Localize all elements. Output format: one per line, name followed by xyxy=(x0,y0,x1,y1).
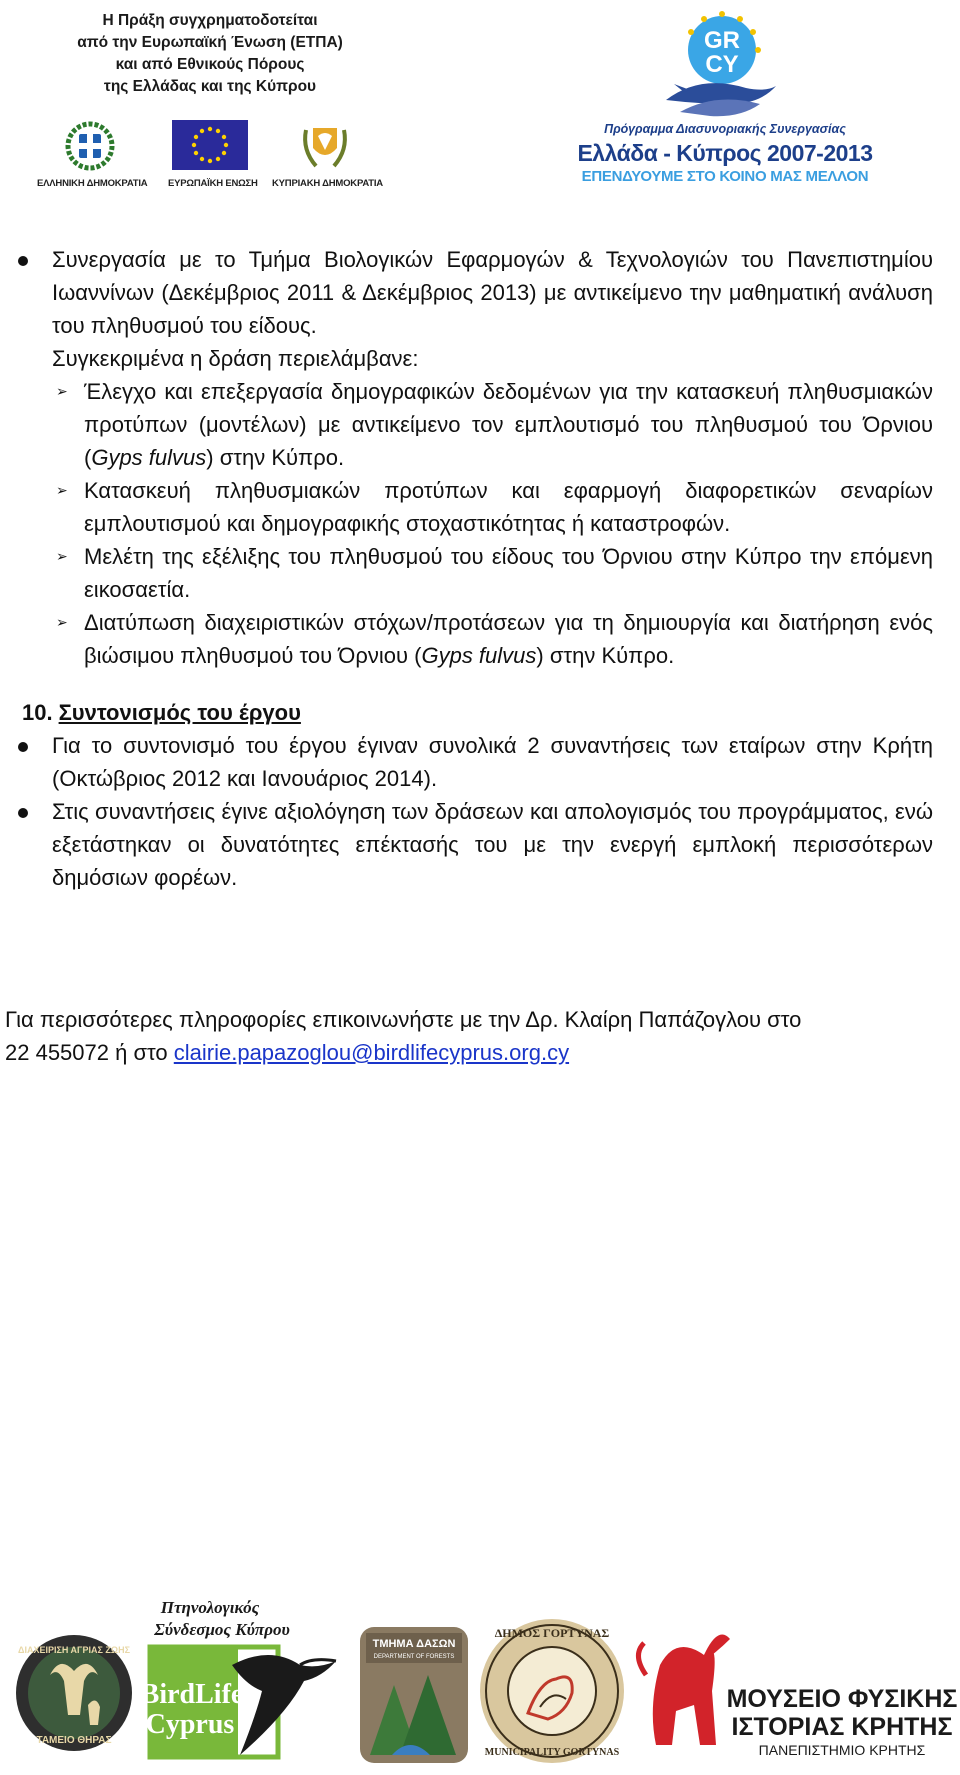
sub-item-text: Διατύπωση διαχειριστικών στόχων/προτάσεων για τη δημιουργία και διατήρηση ενός βιώσιμου πληθυσμού του Όρνιου ( xyxy=(84,610,933,668)
sub-list-item xyxy=(0,606,960,672)
section-heading xyxy=(0,696,960,729)
sub-item-text: Μελέτη της εξέλιξης του πληθυσμού του είδους του Όρνιου στην Κύπρο την επόμενη εικοσαετία. xyxy=(84,544,933,602)
bullet-item-meetings xyxy=(0,729,960,795)
species-name: Gyps fulvus xyxy=(421,643,537,668)
greek-republic-caption: ΕΛΛΗΝΙΚΗ ΔΗΜΟΚΡΑΤΙΑ xyxy=(37,178,148,189)
forests-line1: ΤΜΗΜΑ ΔΑΣΩΝ xyxy=(372,1638,456,1650)
forests-line2: DEPARTMENT OF FORESTS xyxy=(373,1654,455,1660)
gortyna-latin-text: MUNICIPALITY GORTYNAS xyxy=(484,1747,620,1758)
museum-line3: ΠΑΝΕΠΙΣΤΗΜΙΟ ΚΡΗΤΗΣ xyxy=(758,1742,926,1758)
page-header xyxy=(0,0,960,210)
program-subtitle: Πρόγραμμα Διασυνοριακής Συνεργασίας xyxy=(604,122,846,136)
sub-item-text: Κατασκευή πληθυσμιακών προτύπων και εφαρμογή διαφορετικών σεναρίων εμπλουτισμού και δημογραφικής στοχαστικότητας ή καταστροφών. xyxy=(84,478,933,536)
cofunding-line: από την Ευρωπαϊκή Ένωση (ΕΤΠΑ) xyxy=(77,34,343,51)
natural-history-museum-logo xyxy=(638,1635,957,1758)
section-title: Συντονισμός του έργου xyxy=(58,700,301,725)
activity-sub-list xyxy=(0,375,960,672)
collaboration-intro: Συγκεκριμένα η δράση περιελάμβανε: xyxy=(52,346,419,371)
contact-phone-text: 22 455072 ή στο xyxy=(5,1040,174,1065)
bullet-item-collaboration xyxy=(0,243,960,375)
sub-item-text: Έλεγχο και επεξεργασία δημογραφικών δεδομένων για την κατασκευή πληθυσμιακών προτύπων (μοντέλων) με αντικείμενο τον εμπλουτισμό του πληθυσμού του Όρνιου ( xyxy=(84,379,933,470)
birdlife-greek-line1: Πτηνολογικός xyxy=(160,1598,260,1617)
cofunding-line: και από Εθνικούς Πόρους xyxy=(115,56,305,73)
bullet-marker xyxy=(18,808,28,818)
section-number: 10. xyxy=(22,700,53,725)
bullet-text: Στις συναντήσεις έγινε αξιολόγηση των δράσεων και απολογισμός του προγράμματος, ενώ εξετάστηκαν οι δυνατότητες επέκτασής του με την ενεργή εμπλοκή περισσότερων δημόσιων φορέων. xyxy=(52,799,933,890)
contact-paragraph xyxy=(5,1003,935,1069)
cyprus-caption: ΚΥΠΡΙΑΚΗ ΔΗΜΟΚΡΑΤΙΑ xyxy=(272,178,383,189)
contact-line: Για περισσότερες πληροφορίες επικοινωνήστε με την Δρ. Κλαίρη Παπάζογλου στο xyxy=(5,1007,802,1032)
arrow-bullet-icon: ➢ xyxy=(56,614,68,630)
birdlife-name-line2: Cyprus xyxy=(145,1709,235,1740)
contact-line xyxy=(5,1036,935,1069)
sub-item-text: ) στην Κύπρο. xyxy=(536,643,675,668)
arrow-bullet-icon: ➢ xyxy=(56,383,68,399)
game-fund-top-text: ΔΙΑΧΕΙΡΙΣΗ ΑΓΡΙΑΣ ΖΩΗΣ xyxy=(18,1645,130,1655)
birdlife-greek-line2: Σύνδεσμος Κύπρου xyxy=(154,1620,290,1639)
museum-line2: ΙΣΤΟΡΙΑΣ ΚΡΗΤΗΣ xyxy=(731,1713,953,1741)
collaboration-paragraph: Συνεργασία με το Τμήμα Βιολογικών Εφαρμογών & Τεχνολογιών του Πανεπιστημίου Ιωαννίνων (Δεκέμβριος 2011 & Δεκέμβριος 2013) με αντικείμενο την μαθηματική ανάλυση του πληθυσμού του είδους. xyxy=(52,247,933,338)
bullet-item-evaluation xyxy=(0,795,960,894)
grcy-logo-text-bottom: CY xyxy=(705,51,739,78)
cofunding-line: Η Πράξη συγχρηματοδοτείται xyxy=(102,12,318,29)
museum-line1: ΜΟΥΣΕΙΟ ΦΥΣΙΚΗΣ xyxy=(726,1685,958,1713)
partner-logos-svg xyxy=(0,1595,960,1770)
cofunding-statement xyxy=(60,10,360,98)
sub-list-item xyxy=(0,375,960,474)
greek-republic-emblem-icon xyxy=(65,120,115,172)
eu-flag-icon xyxy=(172,120,248,170)
eu-caption: ΕΥΡΩΠΑΪΚΗ ΕΝΩΣΗ xyxy=(168,178,258,189)
game-fund-bottom-text: ΤΑΜΕΙΟ ΘΗΡΑΣ xyxy=(36,1735,112,1746)
program-slogan: ΕΠΕΝΔΥΟΥΜΕ ΣΤΟ ΚΟΙΝΟ ΜΑΣ ΜΕΛΛΟΝ xyxy=(581,168,869,185)
cofunding-line: της Ελλάδας και της Κύπρου xyxy=(103,78,317,95)
bullet-text: Για το συντονισμό του έργου έγιναν συνολικά 2 συναντήσεις των εταίρων στην Κρήτη (Οκτώβριος 2012 και Ιανουάριος 2014). xyxy=(52,733,933,791)
program-title: Ελλάδα - Κύπρος 2007-2013 xyxy=(577,140,873,166)
sub-list-item xyxy=(0,540,960,606)
game-fund-logo xyxy=(16,1635,132,1751)
sub-list-item xyxy=(0,474,960,540)
forests-department-logo xyxy=(360,1627,468,1763)
gortyna-greek-text: ΔΗΜΟΣ ΓΟΡΤΥΝΑΣ xyxy=(494,1626,610,1640)
grcy-program-logo xyxy=(660,8,780,120)
birdlife-name-line1: BirdLife xyxy=(140,1679,244,1710)
gortyna-municipality-logo xyxy=(480,1619,624,1763)
partner-logos xyxy=(0,1595,960,1770)
species-name: Gyps fulvus xyxy=(91,445,207,470)
birdlife-cyprus-logo xyxy=(141,1598,336,1757)
sub-item-text: ) στην Κύπρο. xyxy=(206,445,345,470)
grcy-logo-text-top: GR xyxy=(704,27,740,54)
bullet-marker xyxy=(18,256,28,266)
email-link[interactable]: clairie.papazoglou@birdlifecyprus.org.cy xyxy=(173,1040,570,1065)
document-body xyxy=(0,243,960,894)
arrow-bullet-icon: ➢ xyxy=(56,482,68,498)
cyprus-emblem-icon xyxy=(298,120,352,172)
arrow-bullet-icon: ➢ xyxy=(56,548,68,564)
bullet-marker xyxy=(18,742,28,752)
